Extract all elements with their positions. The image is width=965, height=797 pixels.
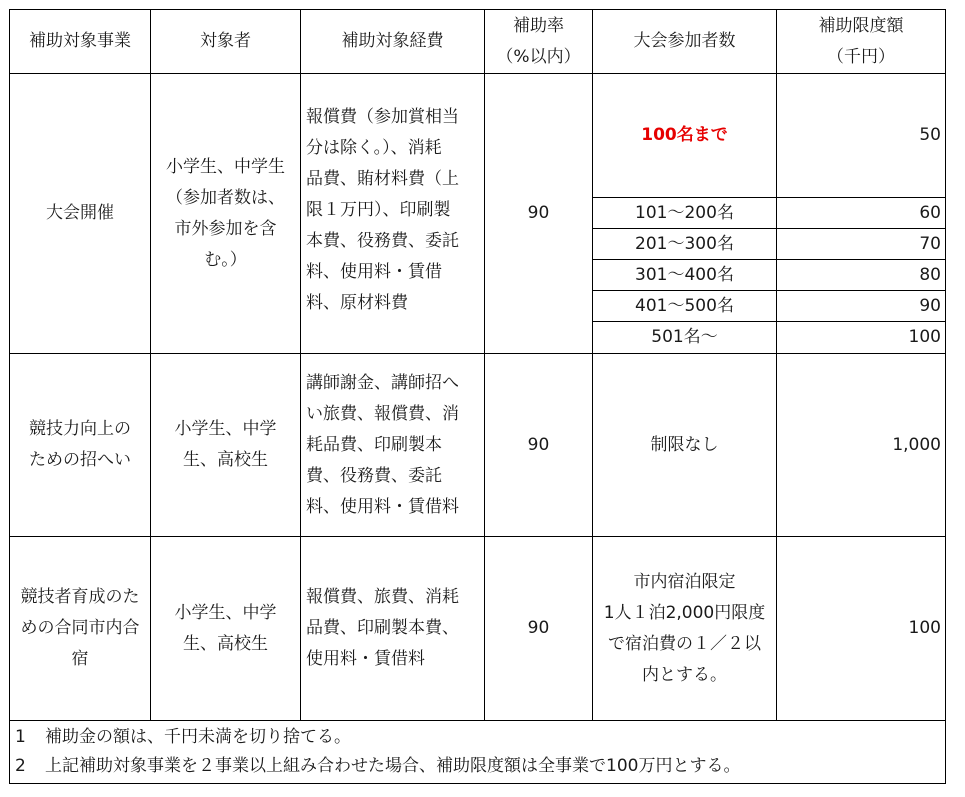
row3-target: 小学生、中学 生、高校生 [151, 537, 301, 721]
tier-participants: 401～500名 [593, 291, 777, 322]
row1-project: 大会開催 [10, 74, 151, 354]
row2-participants: 制限なし [593, 354, 777, 537]
tier-limit: 60 [777, 198, 945, 229]
tier-limit: 90 [777, 291, 945, 322]
header-target: 対象者 [151, 10, 301, 74]
row2-project: 競技力向上の ための招へい [10, 354, 151, 537]
tier-participants: 301～400名 [593, 260, 777, 291]
header-limit: 補助限度額 （千円） [777, 10, 945, 74]
tier-limit: 50 [777, 74, 945, 198]
tier-limit: 80 [777, 260, 945, 291]
row3-project: 競技者育成のた めの合同市内合 宿 [10, 537, 151, 721]
row2-target: 小学生、中学 生、高校生 [151, 354, 301, 537]
tier-limit: 100 [777, 322, 945, 354]
note-1 [15, 723, 351, 751]
tier-participants: 100名まで [593, 74, 777, 198]
note-number: 1 [15, 727, 26, 747]
tier-limit: 70 [777, 229, 945, 260]
header-participants: 大会参加者数 [593, 10, 777, 74]
note-text: 補助金の額は、千円未満を切り捨てる。 [45, 727, 351, 747]
row1-target: 小学生、中学生 （参加者数は、 市外参加を含 む。） [151, 74, 301, 354]
row3-rate: 90 [485, 537, 593, 721]
row1-expenses: 報償費（参加賞相当 分は除く。）、消耗 品費、賄材料費（上 限１万円）、印刷製 本費、役務費、委託 料、使用料・賃借 料、原材料費 [301, 74, 485, 354]
row3-participants: 市内宿泊限定 1人１泊2,000円限度 で宿泊費の１／２以 内とする。 [593, 537, 777, 721]
header-rate: 補助率 （%以内） [485, 10, 593, 74]
row2-limit: 1,000 [777, 354, 945, 537]
note-2 [15, 752, 740, 780]
subsidy-table [9, 9, 946, 784]
tier-participants: 501名～ [593, 322, 777, 354]
tier-participants: 201～300名 [593, 229, 777, 260]
header-project: 補助対象事業 [10, 10, 151, 74]
row3-expenses: 報償費、旅費、消耗 品費、印刷製本費、 使用料・賃借料 [301, 537, 485, 721]
note-number: 2 [15, 756, 26, 776]
note-text: 上記補助対象事業を２事業以上組み合わせた場合、補助限度額は全事業で100万円とする。 [45, 756, 741, 776]
header-expenses: 補助対象経費 [301, 10, 485, 74]
row2-rate: 90 [485, 354, 593, 537]
row2-expenses: 講師謝金、講師招へ い旅費、報償費、消 耗品費、印刷製本 費、役務費、委託 料、使用料・賃借料 [301, 354, 485, 537]
row1-rate: 90 [485, 74, 593, 354]
tier-participants: 101～200名 [593, 198, 777, 229]
row3-limit: 100 [777, 537, 945, 721]
